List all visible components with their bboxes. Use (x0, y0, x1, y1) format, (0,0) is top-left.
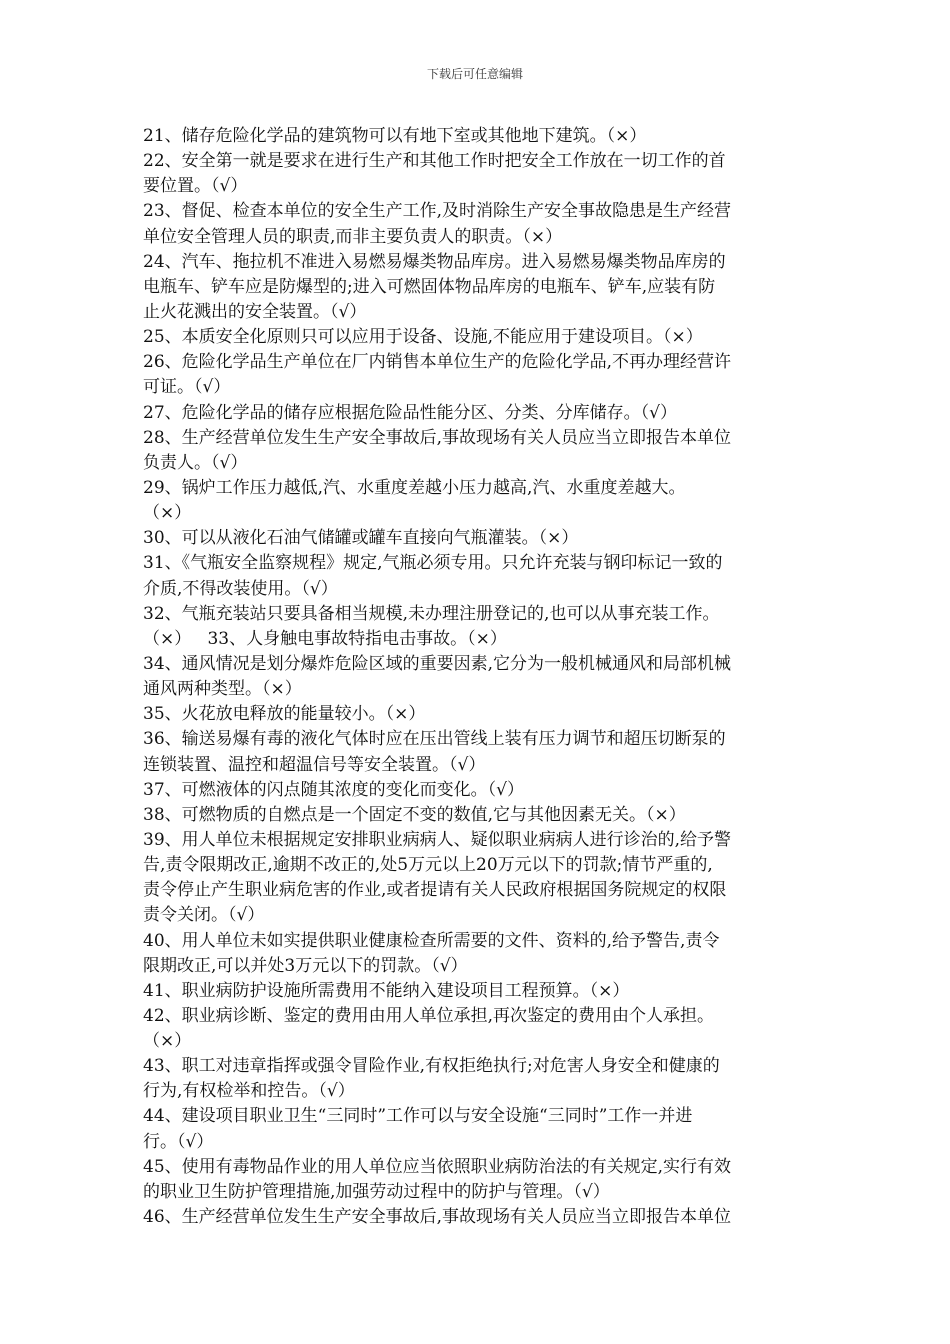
text-line: 41、职业病防护设施所需费用不能纳入建设项目工程预算。（×） (143, 980, 630, 1001)
text-line: 告,责令限期改正,逾期不改正的,处5万元以上20万元以下的罚款;情节严重的, (143, 855, 713, 876)
text-line: 44、建设项目职业卫生“三同时”工作可以与安全设施“三同时”工作一并进 (143, 1106, 693, 1127)
text-line: 的职业卫生防护管理措施,加强劳动过程中的防护与管理。（√） (143, 1181, 610, 1202)
text-line: （×） (143, 1031, 192, 1052)
text-line: 止火花溅出的安全装置。（√） (143, 301, 367, 322)
text-line: 27、危险化学品的储存应根据危险品性能分区、分类、分库储存。（√） (143, 402, 677, 423)
text-line: （×） 33、人身触电事故特指电击事故。（×） (143, 628, 507, 649)
text-line: 21、储存危险化学品的建筑物可以有地下室或其他地下建筑。（×） (143, 126, 647, 146)
text-line: 单位安全管理人员的职责,而非主要负责人的职责。（×） (143, 226, 563, 247)
text-line: 38、可燃物质的自燃点是一个固定不变的数值,它与其他因素无关。（×） (143, 804, 686, 825)
text-line: 30、可以从液化石油气储罐或罐车直接向气瓶灌装。（×） (143, 528, 579, 549)
text-line: 39、用人单位未根据规定安排职业病病人、疑似职业病病人进行诊治的,给予警 (143, 829, 732, 850)
text-line: 36、输送易爆有毒的液化气体时应在压出管线上装有压力调节和超压切断泵的 (143, 729, 726, 750)
text-line: 责令停止产生职业病危害的作业,或者提请有关人民政府根据国务院规定的权限 (143, 880, 727, 901)
text-line: 37、可燃液体的闪点随其浓度的变化而变化。（√） (143, 779, 524, 800)
text-line: 31、《气瓶安全监察规程》规定,气瓶必须专用。只允许充装与钢印标记一致的 (143, 553, 723, 574)
text-line: 28、生产经营单位发生生产安全事故后,事故现场有关人员应当立即报告本单位 (143, 427, 732, 448)
text-line: 限期改正,可以并处3万元以下的罚款。（√） (143, 955, 468, 976)
text-line: 45、使用有毒物品作业的用人单位应当依照职业病防治法的有关规定,实行有效 (143, 1156, 732, 1177)
text-line: 26、危险化学品生产单位在厂内销售本单位生产的危险化学品,不再办理经营许 (143, 352, 732, 373)
text-line: 35、火花放电释放的能量较小。（×） (143, 704, 426, 725)
text-line: 42、职业病诊断、鉴定的费用由用人单位承担,再次鉴定的费用由个人承担。 (143, 1005, 715, 1026)
document-body (143, 124, 811, 1230)
text-line: 43、职工对违章指挥或强令冒险作业,有权拒绝执行;对危害人身安全和健康的 (143, 1056, 720, 1077)
text-line: 行为,有权检举和控告。（√） (143, 1081, 355, 1102)
text-line: 29、锅炉工作压力越低,汽、水重度差越小压力越高,汽、水重度差越大。 (143, 477, 686, 498)
text-line: 通风两种类型。（×） (143, 679, 302, 700)
text-line: 行。（√） (143, 1131, 214, 1152)
text-line: 连锁装置、温控和超温信号等安全装置。（√） (143, 754, 486, 775)
text-line: 可证。（√） (143, 377, 231, 398)
text-line: 介质,不得改装使用。（√） (143, 578, 338, 599)
text-line: 22、安全第一就是要求在进行生产和其他工作时把安全工作放在一切工作的首 (143, 151, 726, 172)
text-line: 25、本质安全化原则只可以应用于设备、设施,不能应用于建设项目。（×） (143, 327, 703, 348)
text-line: 23、督促、检查本单位的安全生产工作,及时消除生产安全事故隐患是生产经营 (143, 201, 732, 222)
page-header: 下载后可任意编辑 (426, 67, 523, 81)
text-line: 责令关闭。（√） (143, 905, 265, 926)
text-line: 负责人。（√） (143, 452, 248, 473)
text-line: 40、用人单位未如实提供职业健康检查所需要的文件、资料的,给予警告,责令 (143, 930, 720, 951)
text-line: 32、气瓶充装站只要具备相当规模,未办理注册登记的,也可以从事充装工作。 (143, 603, 720, 624)
text-line: （×） (143, 503, 192, 524)
text-line: 24、汽车、拖拉机不准进入易燃易爆类物品库房。进入易燃易爆类物品库房的 (143, 251, 726, 272)
text-line: 34、通风情况是划分爆炸危险区域的重要因素,它分为一般机械通风和局部机械 (143, 653, 732, 674)
text-line: 要位置。（√） (143, 176, 248, 197)
text-line: 46、生产经营单位发生生产安全事故后,事故现场有关人员应当立即报告本单位 (143, 1207, 732, 1228)
text-line: 电瓶车、铲车应是防爆型的;进入可燃固体物品库房的电瓶车、铲车,应装有防 (143, 276, 716, 297)
